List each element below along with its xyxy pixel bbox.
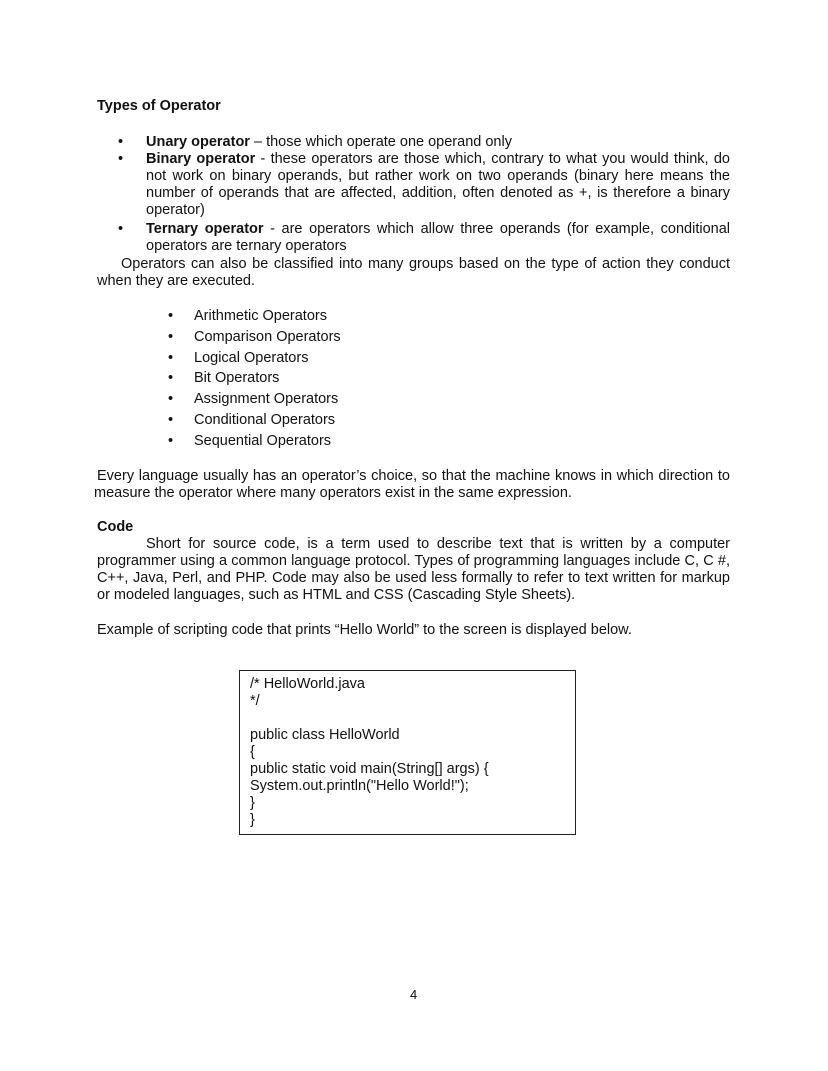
code-example-box	[239, 670, 576, 835]
bullet-icon: •	[168, 391, 174, 407]
bullet-icon: •	[168, 350, 174, 366]
code-line: */	[250, 693, 260, 709]
code-line: public class HelloWorld	[250, 727, 400, 743]
code-line: public static void main(String[] args) {	[250, 761, 489, 777]
bullet-text: - are operators which allow three operands (for example, conditional operators are ternary operators	[146, 221, 730, 254]
bullet-term: Ternary operator	[146, 221, 264, 237]
code-definition-paragraph: Short for source code, is a term used to describe text that is written by a computer programmer using a common language protocol. Types of programming languages include C, C #, C++, Java, Perl, and PHP. Code may also be used less formally to refer to text written for markup or modeled languages, such as HTML and CSS (Cascading Style Sheets).	[97, 536, 730, 603]
bullet-icon: •	[168, 329, 174, 345]
section-heading-code: Code	[97, 519, 134, 535]
code-line: System.out.println("Hello World!");	[250, 778, 469, 794]
page-number: 4	[410, 987, 418, 1002]
bullet-text: – those which operate one operand only	[249, 134, 512, 150]
bullet-icon: •	[118, 134, 124, 150]
classification-paragraph: Operators can also be classified into many groups based on the type of action they conduct when they are executed.	[97, 256, 730, 289]
bullet-term: Binary operator	[146, 151, 256, 167]
example-intro: Example of scripting code that prints “Hello World” to the screen is displayed below.	[97, 622, 632, 638]
code-line: /* HelloWorld.java	[250, 676, 365, 692]
bullet-text: - these operators are those which, contrary to what you would think, do not work on binary operands, but rather work on two operands (binary here means the number of operands that are affected, addition, often denoted as +, is therefore a binary operator)	[146, 151, 730, 218]
bullet-icon: •	[118, 221, 124, 237]
code-line: }	[250, 812, 255, 828]
code-line: {	[250, 744, 255, 760]
bullet-term: Unary operator	[146, 134, 250, 150]
bullet-icon: •	[118, 151, 124, 167]
section-heading-types-of-operator: Types of Operator	[97, 98, 221, 114]
code-line: }	[250, 795, 255, 811]
code-line	[250, 710, 565, 727]
bullet-icon: •	[168, 412, 174, 428]
bullet-icon: •	[168, 308, 174, 324]
bullet-icon: •	[168, 370, 174, 386]
precedence-paragraph: Every language usually has an operator’s choice, so that the machine knows in which direction to measure the operator where many operators exist in the same expression.	[94, 468, 730, 501]
bullet-icon: •	[168, 433, 174, 449]
